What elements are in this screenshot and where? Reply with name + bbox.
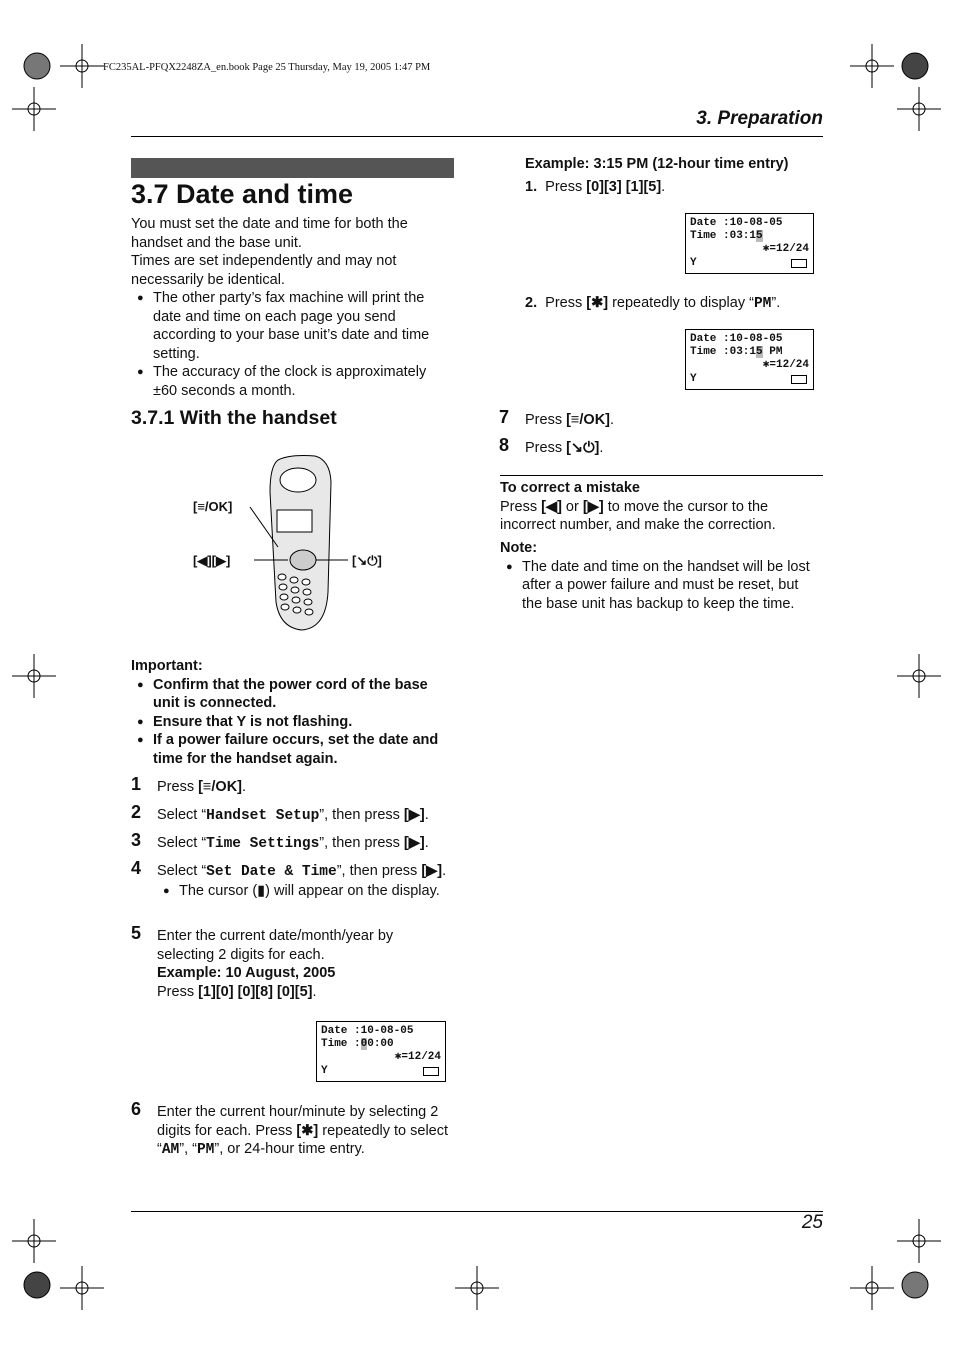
step-number: 8 bbox=[499, 435, 510, 455]
digit-keys: [1][0] [0][8] [0][5] bbox=[198, 983, 313, 1000]
section-rule bbox=[500, 475, 823, 476]
section-title: 3. Preparation bbox=[696, 108, 823, 129]
step-text: . bbox=[661, 179, 666, 195]
example-heading: Example: 10 August, 2005 bbox=[157, 965, 336, 981]
step-7 bbox=[499, 407, 815, 430]
lcd-date-row: Date :10-08-05 bbox=[690, 333, 783, 345]
step-text: Enter the current hour/minute by selecting 2 digits for each. Press bbox=[157, 1104, 439, 1139]
lcd-display-time-entry bbox=[685, 213, 814, 274]
step-3 bbox=[131, 830, 457, 854]
note-item: ● The date and time on the handset will be lost after a power failure and must be reset, but the base unit has backup to keep the time. bbox=[500, 558, 820, 614]
menu-item-name: Set Date & Time bbox=[206, 864, 337, 880]
important-heading: Important: bbox=[131, 658, 203, 674]
step-text: to move the cursor to the incorrect number, and make the correction. bbox=[500, 498, 776, 533]
step-5 bbox=[131, 923, 447, 1001]
step-2 bbox=[131, 802, 457, 826]
intro-paragraph: Times are set independently and may not necessarily be identical. bbox=[131, 253, 397, 288]
correct-heading: To correct a mistake bbox=[500, 480, 640, 496]
footer-rule bbox=[131, 1211, 823, 1212]
lcd-display-pm bbox=[685, 329, 814, 390]
correct-mistake-block bbox=[500, 479, 820, 535]
page-number: 25 bbox=[801, 1212, 823, 1233]
page-title: 3.7 Date and time bbox=[131, 179, 354, 209]
step-number: 3 bbox=[131, 830, 142, 850]
lcd-format-row: ✱=12/24 bbox=[762, 243, 809, 255]
right-key: [▶] bbox=[403, 835, 425, 851]
step-text: . bbox=[312, 983, 317, 1000]
step-number: 6 bbox=[131, 1099, 142, 1119]
lcd-cursor: 5 bbox=[756, 346, 763, 358]
step-text: Press bbox=[545, 179, 587, 195]
title-bar bbox=[131, 158, 454, 178]
lcd-time-row: Time :03:15 bbox=[690, 230, 763, 242]
lcd-time-row: Time :00:00 bbox=[321, 1038, 394, 1050]
important-item: ● If a power failure occurs, set the date and time for the handset again. bbox=[131, 731, 456, 768]
step-text: or bbox=[561, 498, 583, 515]
note-block bbox=[500, 539, 820, 613]
off-key: [↘⏻] bbox=[566, 440, 600, 456]
battery-icon bbox=[791, 259, 807, 268]
step-number: 4 bbox=[131, 858, 142, 878]
example2-substep-1 bbox=[525, 178, 665, 197]
step-text: ”. bbox=[771, 295, 781, 311]
book-header-info: FC235AL-PFQX2248ZA_en.book Page 25 Thursday, May 19, 2005 1:47 PM bbox=[103, 62, 431, 73]
step-number: 7 bbox=[499, 407, 510, 427]
header-rule bbox=[131, 136, 823, 137]
step-text: ”, “ bbox=[179, 1141, 197, 1157]
handset-figure bbox=[190, 452, 420, 634]
star-key: [✱] bbox=[586, 295, 609, 311]
right-key: [▶] bbox=[421, 863, 443, 879]
menu-ok-key: [≡/OK] bbox=[198, 779, 242, 795]
step-text: Press bbox=[525, 440, 567, 456]
step-text: . bbox=[424, 807, 429, 823]
step-text: repeatedly to display “ bbox=[608, 295, 754, 311]
lcd-date-row: Date :10-08-05 bbox=[690, 217, 783, 229]
step-text: Select “ bbox=[157, 863, 207, 879]
step-text: ”, then press bbox=[319, 807, 404, 823]
battery-icon bbox=[791, 375, 807, 384]
step-text: . bbox=[424, 835, 429, 851]
step-number: 5 bbox=[131, 923, 142, 943]
step-text: Enter the current date/month/year by selecting 2 digits for each. bbox=[157, 928, 394, 963]
left-key: [◀] bbox=[541, 498, 562, 515]
arrow-keys-label: [◀][▶] bbox=[193, 553, 231, 568]
substep-number: 1. bbox=[525, 179, 538, 195]
antenna-icon: Y bbox=[690, 373, 697, 385]
menu-ok-key: [≡/OK] bbox=[566, 412, 610, 428]
subsection-title: 3.7.1 With the handset bbox=[131, 407, 337, 429]
step-text: . bbox=[599, 440, 604, 456]
step-1 bbox=[131, 774, 457, 797]
example2-heading: Example: 3:15 PM (12-hour time entry) bbox=[525, 156, 789, 172]
star-key: [✱] bbox=[296, 1122, 319, 1139]
right-key: [▶] bbox=[582, 498, 604, 515]
handset-illustration bbox=[190, 452, 420, 634]
step-4 bbox=[131, 858, 457, 900]
step-text: ”, then press bbox=[336, 863, 422, 879]
battery-icon bbox=[423, 1067, 439, 1076]
digit-keys: [0][3] [1][5] bbox=[586, 179, 662, 195]
step-4-note: ● The cursor (▮) will appear on the display. bbox=[157, 882, 457, 901]
step-text: Select “ bbox=[157, 835, 207, 851]
step-text: . bbox=[610, 412, 615, 428]
pm-label: PM bbox=[196, 1142, 215, 1158]
lcd-format-row: ✱=12/24 bbox=[394, 1051, 441, 1063]
lcd-cursor: 0 bbox=[360, 1038, 368, 1050]
step-text: Press bbox=[157, 983, 199, 1000]
step-text: Press bbox=[545, 295, 587, 311]
lcd-format-row: ✱=12/24 bbox=[762, 359, 809, 371]
step-number: 2 bbox=[131, 802, 142, 822]
menu-item-name: Time Settings bbox=[206, 836, 320, 852]
intro-text bbox=[131, 215, 451, 400]
step-8 bbox=[499, 435, 815, 458]
step-text: . bbox=[242, 779, 247, 795]
antenna-icon: Y bbox=[690, 257, 697, 269]
antenna-icon: Y bbox=[321, 1065, 328, 1077]
lcd-date-row: Date :10-08-05 bbox=[321, 1025, 414, 1037]
menu-ok-key-label: [≡/OK] bbox=[193, 499, 233, 514]
lcd-time-row: Time :03:15 PM bbox=[690, 346, 783, 358]
step-text: Press bbox=[500, 498, 542, 515]
important-item: ● Ensure that Y is not flashing. bbox=[131, 713, 456, 732]
lcd-cursor: 5 bbox=[756, 230, 763, 242]
substep-number: 2. bbox=[525, 295, 538, 311]
pm-label: PM bbox=[753, 296, 772, 312]
note-heading: Note: bbox=[500, 540, 538, 556]
off-key-label: [↘⏻] bbox=[352, 553, 382, 568]
step-text: ”, then press bbox=[319, 835, 404, 851]
step-text: ”, or 24-hour time entry. bbox=[214, 1141, 365, 1157]
step-text: Press bbox=[157, 779, 199, 795]
step-text: Press bbox=[525, 412, 567, 428]
step-text: . bbox=[442, 863, 447, 879]
am-label: AM bbox=[161, 1142, 180, 1158]
important-item: ● Confirm that the power cord of the base unit is connected. bbox=[131, 676, 456, 713]
menu-item-name: Handset Setup bbox=[206, 808, 320, 824]
intro-bullet: ● The other party’s fax machine will print the date and time on each page you send according to your base unit’s date and time setting. bbox=[131, 289, 451, 363]
step-text: repeatedly to select “ bbox=[157, 1122, 449, 1157]
step-text: Select “ bbox=[157, 807, 207, 823]
step-number: 1 bbox=[131, 774, 142, 794]
step-6 bbox=[131, 1099, 457, 1160]
lcd-display-date-entry bbox=[316, 1021, 446, 1082]
right-key: [▶] bbox=[403, 807, 425, 823]
intro-paragraph: You must set the date and time for both the handset and the base unit. bbox=[131, 216, 408, 251]
intro-bullet: ● The accuracy of the clock is approximately ±60 seconds a month. bbox=[131, 363, 451, 400]
example2-substep-2 bbox=[525, 294, 780, 314]
important-block bbox=[131, 657, 456, 768]
